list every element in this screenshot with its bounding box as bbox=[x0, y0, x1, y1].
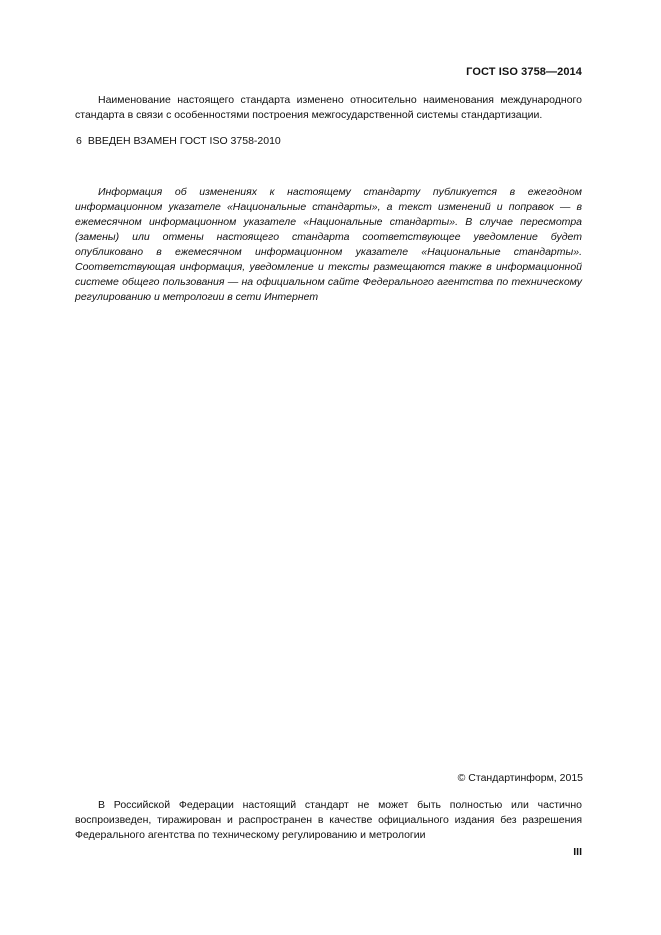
changes-info-text: Информация об изменениях к настоящему стандарту публикуется в ежегодном информационном указателе «Национальные стандарты», а текст изменений и поправок — в ежемесячном информационном указателе «Национальные стандарты». В случае пересмотра (замены) или отмены настоящего стандарта соответствующее уведомление будет опубликовано в ежемесячном информационном указателе «Национальные стандарты». Соответствующая информация, уведомление и тексты размещаются также в информационной системе общего пользования — на официальном сайте Федерального агентства по техническому регулированию и метрологии в сети Интернет bbox=[75, 186, 582, 303]
document-code-header: ГОСТ ISO 3758—2014 bbox=[466, 66, 582, 78]
page-number: III bbox=[573, 846, 582, 858]
item-6-text: ВВЕДЕН ВЗАМЕН ГОСТ ISO 3758-2010 bbox=[87, 135, 281, 147]
copyright-notice: © Стандартинформ, 2015 bbox=[457, 772, 583, 784]
changes-info-paragraph bbox=[75, 185, 582, 305]
rights-notice-text: В Российской Федерации настоящий стандарт не может быть полностью или частично воспроизведен, тиражирован и распространен в качестве официального издания без разрешения Федерального агентства по техническому регулированию и метрологии bbox=[75, 799, 582, 841]
rename-note-paragraph bbox=[75, 93, 582, 123]
rename-note-text: Наименование настоящего стандарта изменено относительно наименования международного стандарта в связи с особенностями построения межгосударственной системы стандартизации. bbox=[75, 94, 582, 121]
item-6-paragraph bbox=[76, 134, 281, 149]
item-6-number: 6 bbox=[76, 135, 82, 147]
rights-notice-paragraph bbox=[75, 798, 582, 843]
